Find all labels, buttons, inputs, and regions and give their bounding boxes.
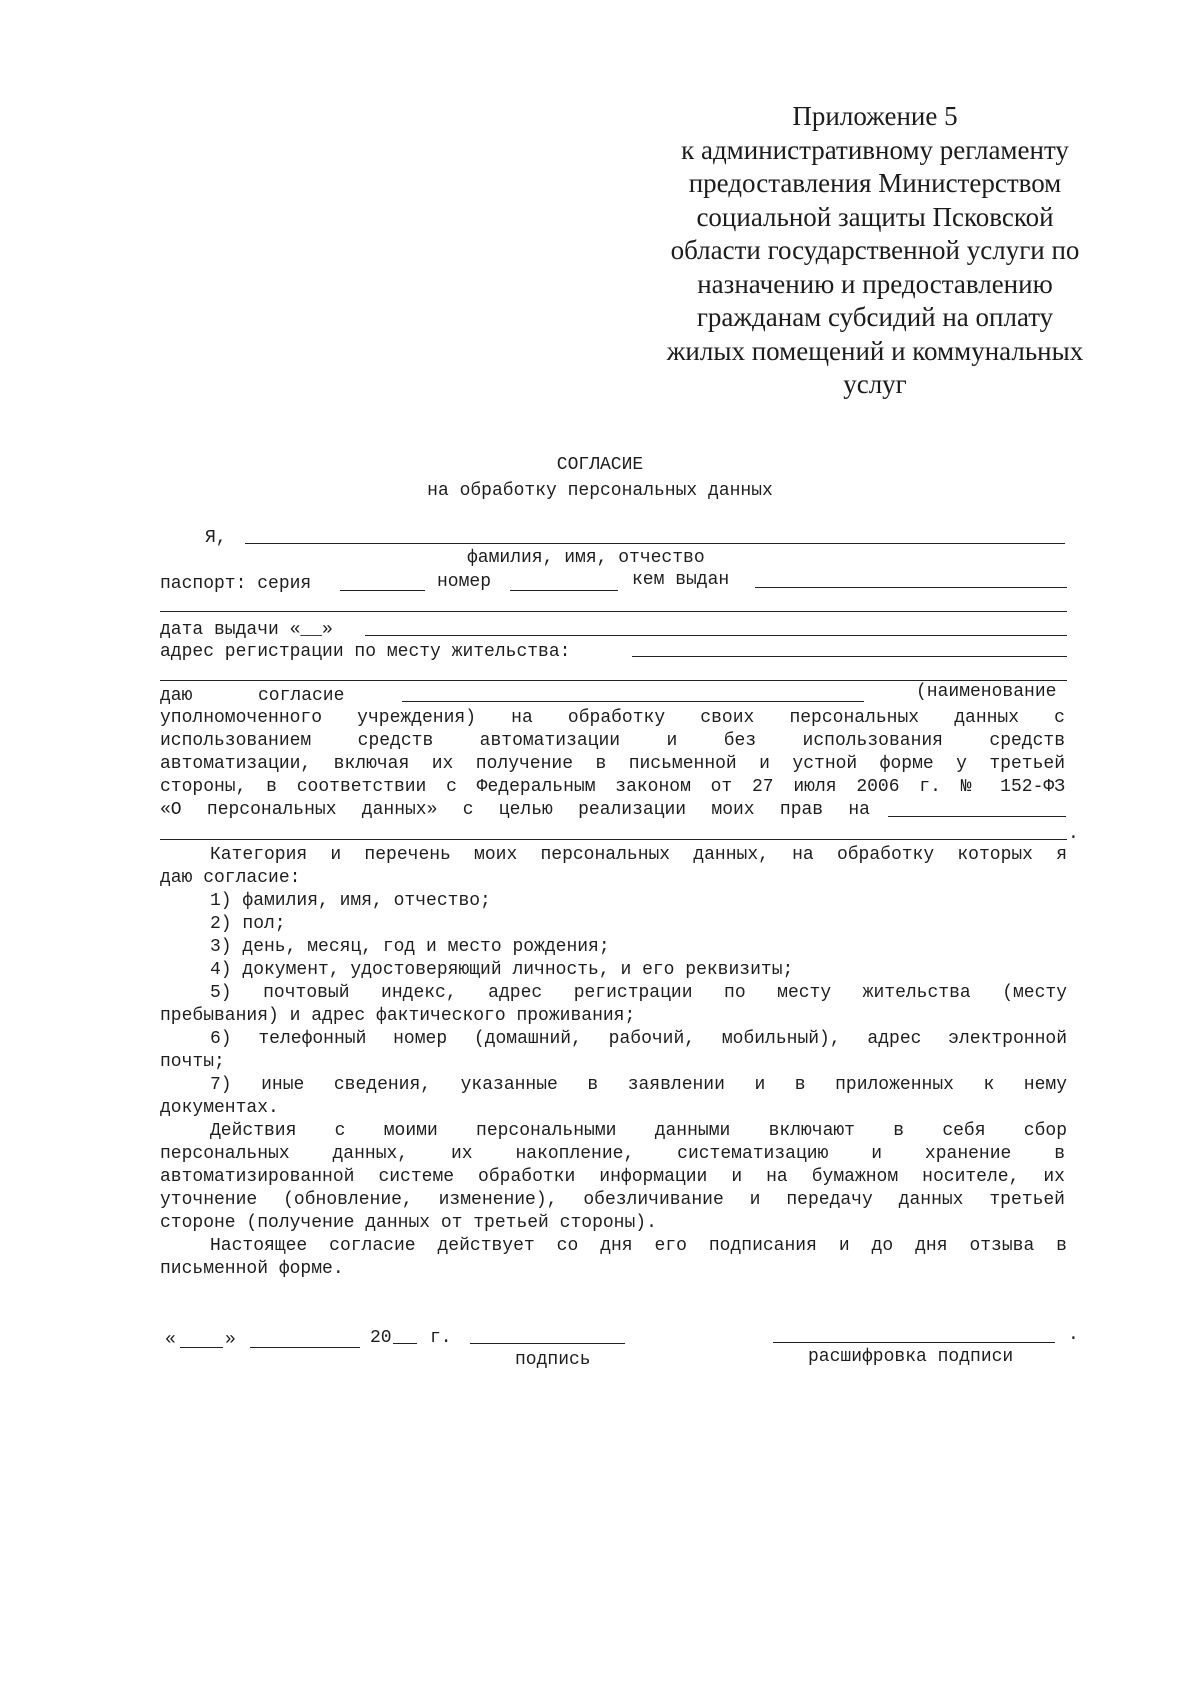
signature-caption: подпись	[515, 1350, 591, 1370]
consent-word: согласие	[258, 686, 345, 706]
institution-caption: (наименование	[916, 682, 1057, 702]
title-subtitle: на обработку персональных данных	[427, 481, 773, 501]
actions-line: уточнение (обновление, изменение), обезличивание и передачу данных третьей	[160, 1190, 1065, 1210]
title-consent: СОГЛАСИЕ	[556, 455, 644, 475]
category-item: 1) фамилия, имя, отчество;	[210, 891, 491, 911]
validity-line: Настоящее согласие действует со дня его подписания и до дня отзыва в	[210, 1236, 1067, 1256]
appendix-line: социальной защиты Псковской	[696, 201, 1054, 232]
category-item: 2) пол;	[210, 914, 286, 934]
rights-line[interactable]	[888, 816, 1066, 817]
address-label: адрес регистрации по месту жительства:	[160, 642, 571, 662]
consent-line: стороны, в соответствии с Федеральным законом от 27 июля 2006 г. № 152-ФЗ	[160, 777, 1065, 797]
actions-line: Действия с моими персональными данными включают в себя сбор	[210, 1121, 1067, 1141]
date-open-quote: «	[165, 1330, 176, 1350]
signature-end-dot: .	[1068, 1325, 1079, 1345]
consent-give-label: даю	[160, 686, 193, 706]
appendix-header	[640, 100, 1110, 402]
issue-date-line[interactable]	[365, 635, 1067, 636]
issued-by-line-2[interactable]	[160, 611, 1067, 612]
date-year-line[interactable]	[393, 1343, 417, 1344]
appendix-line: услуг	[843, 369, 907, 399]
validity-line: письменной форме.	[160, 1259, 344, 1279]
actions-line: автоматизированной системе обработки информации и на бумажном носителе, их	[160, 1167, 1065, 1187]
category-item: 5) почтовый индекс, адрес регистрации по месту жительства (месту	[210, 983, 1067, 1003]
category-item: документах.	[160, 1098, 279, 1118]
institution-name-line[interactable]	[402, 701, 864, 702]
appendix-line: Приложение 5	[792, 101, 958, 131]
passport-series-line[interactable]	[340, 590, 425, 591]
category-item: 7) иные сведения, указанные в заявлении и в приложенных к нему	[210, 1075, 1067, 1095]
consent-line: уполномоченного учреждения) на обработку своих персональных данных с	[160, 708, 1065, 728]
appendix-line: гражданам субсидий на оплату	[696, 302, 1054, 332]
year-prefix: 20	[370, 1328, 392, 1348]
appendix-line: области государственной услуги по	[670, 235, 1080, 265]
document-title	[0, 452, 1200, 504]
category-item: 6) телефонный номер (домашний, рабочий, мобильный), адрес электронной	[210, 1029, 1067, 1049]
category-item: пребывания) и адрес фактического проживания;	[160, 1006, 636, 1026]
issued-by-label: кем выдан	[632, 570, 730, 590]
category-item: 3) день, месяц, год и место рождения;	[210, 937, 610, 957]
ya-label: Я,	[205, 528, 227, 548]
consent-line: использованием средств автоматизации и без использования средств	[160, 731, 1065, 751]
date-day-line[interactable]	[180, 1347, 223, 1348]
fio-field-line[interactable]	[245, 543, 1065, 544]
signature-transcript-line[interactable]	[773, 1342, 1055, 1343]
year-suffix: г.	[430, 1328, 452, 1348]
rights-line-2[interactable]	[160, 839, 1067, 840]
issue-date-label: дата выдачи «__»	[160, 620, 333, 640]
passport-series-label: паспорт: серия	[160, 574, 312, 594]
category-item: 4) документ, удостоверяющий личность, и его реквизиты;	[210, 960, 794, 980]
passport-number-line[interactable]	[510, 590, 618, 591]
actions-line: стороне (получение данных от третьей стороны).	[160, 1213, 657, 1233]
consent-line: «О персональных данных» с целью реализации моих прав на	[160, 800, 870, 820]
address-line[interactable]	[632, 656, 1067, 657]
actions-line: персональных данных, их накопление, систематизацию и хранение в	[160, 1144, 1065, 1164]
categories-intro: даю согласие:	[160, 868, 301, 888]
issued-by-line[interactable]	[755, 587, 1067, 588]
rights-end-dot: .	[1068, 824, 1079, 844]
date-month-line[interactable]	[250, 1347, 360, 1348]
appendix-line: назначению и предоставлению	[697, 268, 1053, 299]
signature-line[interactable]	[470, 1343, 625, 1344]
signature-transcript-caption: расшифровка подписи	[808, 1347, 1014, 1367]
appendix-line: жилых помещений и коммунальных	[666, 335, 1084, 366]
category-item: почты;	[160, 1052, 225, 1072]
appendix-line: предоставления Министерством	[688, 168, 1062, 198]
fio-caption: фамилия, имя, отчество	[467, 548, 705, 568]
passport-number-label: номер	[437, 572, 492, 592]
consent-line: автоматизации, включая их получение в письменной и устной форме у третьей	[160, 754, 1065, 774]
date-close-quote: »	[225, 1330, 236, 1350]
appendix-line: к административному регламенту	[681, 134, 1069, 165]
categories-intro: Категория и перечень моих персональных данных, на обработку которых я	[210, 845, 1067, 865]
